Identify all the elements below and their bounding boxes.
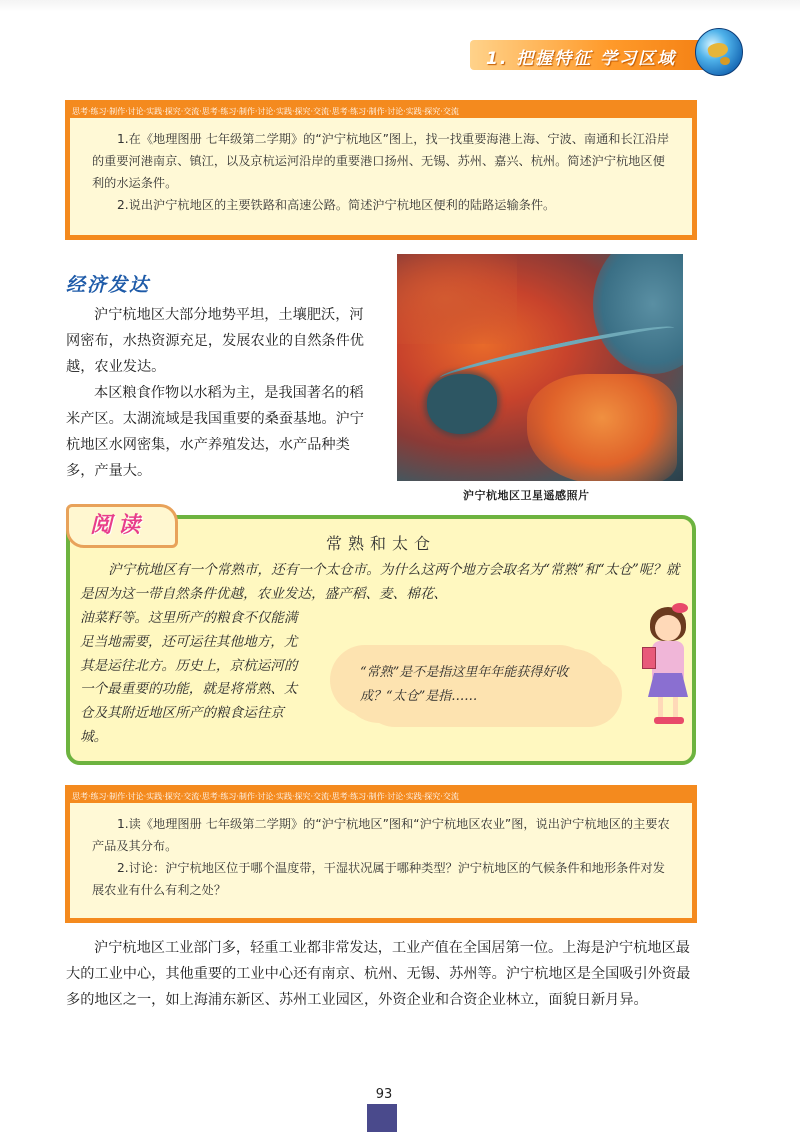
thought-bubble-text: “常熟”是不是指这里年年能获得好收成？“太仓”是指…… <box>360 665 569 704</box>
reading-girl-illustration <box>642 607 694 727</box>
page-tab-marker <box>367 1104 397 1132</box>
activity-strip: 思考·练习·制作·讨论·实践·探究·交流·思考·练习·制作·讨论·实践·探究·交流·思考·练习·制作·讨论·实践·探究·交流 <box>70 790 692 803</box>
thought-bubble <box>342 649 610 723</box>
section-body <box>66 302 372 484</box>
page-number: 93 <box>375 1087 393 1102</box>
activity-2-item-2: 2.讨论：沪宁杭地区位于哪个温度带，干湿状况属于哪种类型？沪宁杭地区的气候条件和地形条件对发展农业有什么有利之处？ <box>92 861 665 897</box>
chapter-title: 1. 把握特征 学习区域 <box>486 49 677 69</box>
industry-paragraph <box>66 935 700 1013</box>
reading-paragraph-lead: 沪宁杭地区有一个常熟市，还有一个太仓市。为什么这两个地方会取名为“常熟”和“太仓”呢？就是因为这一带自然条件优越，农业发达，盛产稻、麦、棉花、 <box>80 562 680 602</box>
reading-badge-label: 阅读 <box>90 512 147 538</box>
activity-1-item-2: 2.说出沪宁杭地区的主要铁路和高速公路。简述沪宁杭地区便利的陆路运输条件。 <box>117 198 556 212</box>
activity-box-1-body <box>70 118 692 224</box>
activity-strip: 思考·练习·制作·讨论·实践·探究·交流·思考·练习·制作·讨论·实践·探究·交流·思考·练习·制作·讨论·实践·探究·交流 <box>70 105 692 118</box>
activity-2-item-1: 1.读《地理图册 七年级第二学期》的“沪宁杭地区”图和“沪宁杭地区农业”图，说出沪宁杭地区的主要农产品及其分布。 <box>92 817 670 853</box>
page-top-edge <box>0 0 800 12</box>
globe-icon <box>695 28 743 76</box>
reading-badge <box>66 500 186 548</box>
section-title: 经济发达 <box>66 274 151 296</box>
satellite-image-caption: 沪宁杭地区卫星遥感照片 <box>463 489 590 502</box>
reading-title: 常熟和太仓 <box>325 534 436 553</box>
reading-lead-text <box>80 559 685 607</box>
section-paragraph-2: 本区粮食作物以水稻为主，是我国著名的稻米产区。太湖流域是我国重要的桑蚕基地。沪宁杭地区水网密集，水产养殖发达，水产品种类多，产量大。 <box>66 385 364 479</box>
reading-paragraph-continued: 油菜籽等。这里所产的粮食不仅能满足当地需要，还可运往其他地方，尤其是运往北方。历史上，京杭运河的一个最重要的功能，就是将常熟、太仓及其附近地区所产的粮食运往京城。 <box>80 610 298 745</box>
activity-box-1 <box>65 100 697 240</box>
industry-paragraph-text: 沪宁杭地区工业部门多，轻重工业都非常发达，工业产值在全国居第一位。上海是沪宁杭地区最大的工业中心，其他重要的工业中心还有南京、杭州、无锡、苏州等。沪宁杭地区是全国吸引外资最多的地区之一，如上海浦东新区、苏州工业园区，外资企业和合资企业林立，面貌日新月异。 <box>66 940 691 1008</box>
activity-box-2 <box>65 785 697 923</box>
reading-box <box>66 515 696 765</box>
satellite-image <box>397 254 683 481</box>
activity-1-item-1: 1.在《地理图册 七年级第二学期》的“沪宁杭地区”图上，找一找重要海港上海、宁波、南通和长江沿岸的重要河港南京、镇江，以及京杭运河沿岸的重要港口扬州、无锡、苏州、嘉兴、杭州。简述沪宁杭地区便利的水运条件。 <box>92 132 670 190</box>
activity-box-2-body <box>70 803 692 909</box>
section-paragraph-1: 沪宁杭地区大部分地势平坦，土壤肥沃，河网密布，水热资源充足，发展农业的自然条件优越，农业发达。 <box>66 307 364 375</box>
